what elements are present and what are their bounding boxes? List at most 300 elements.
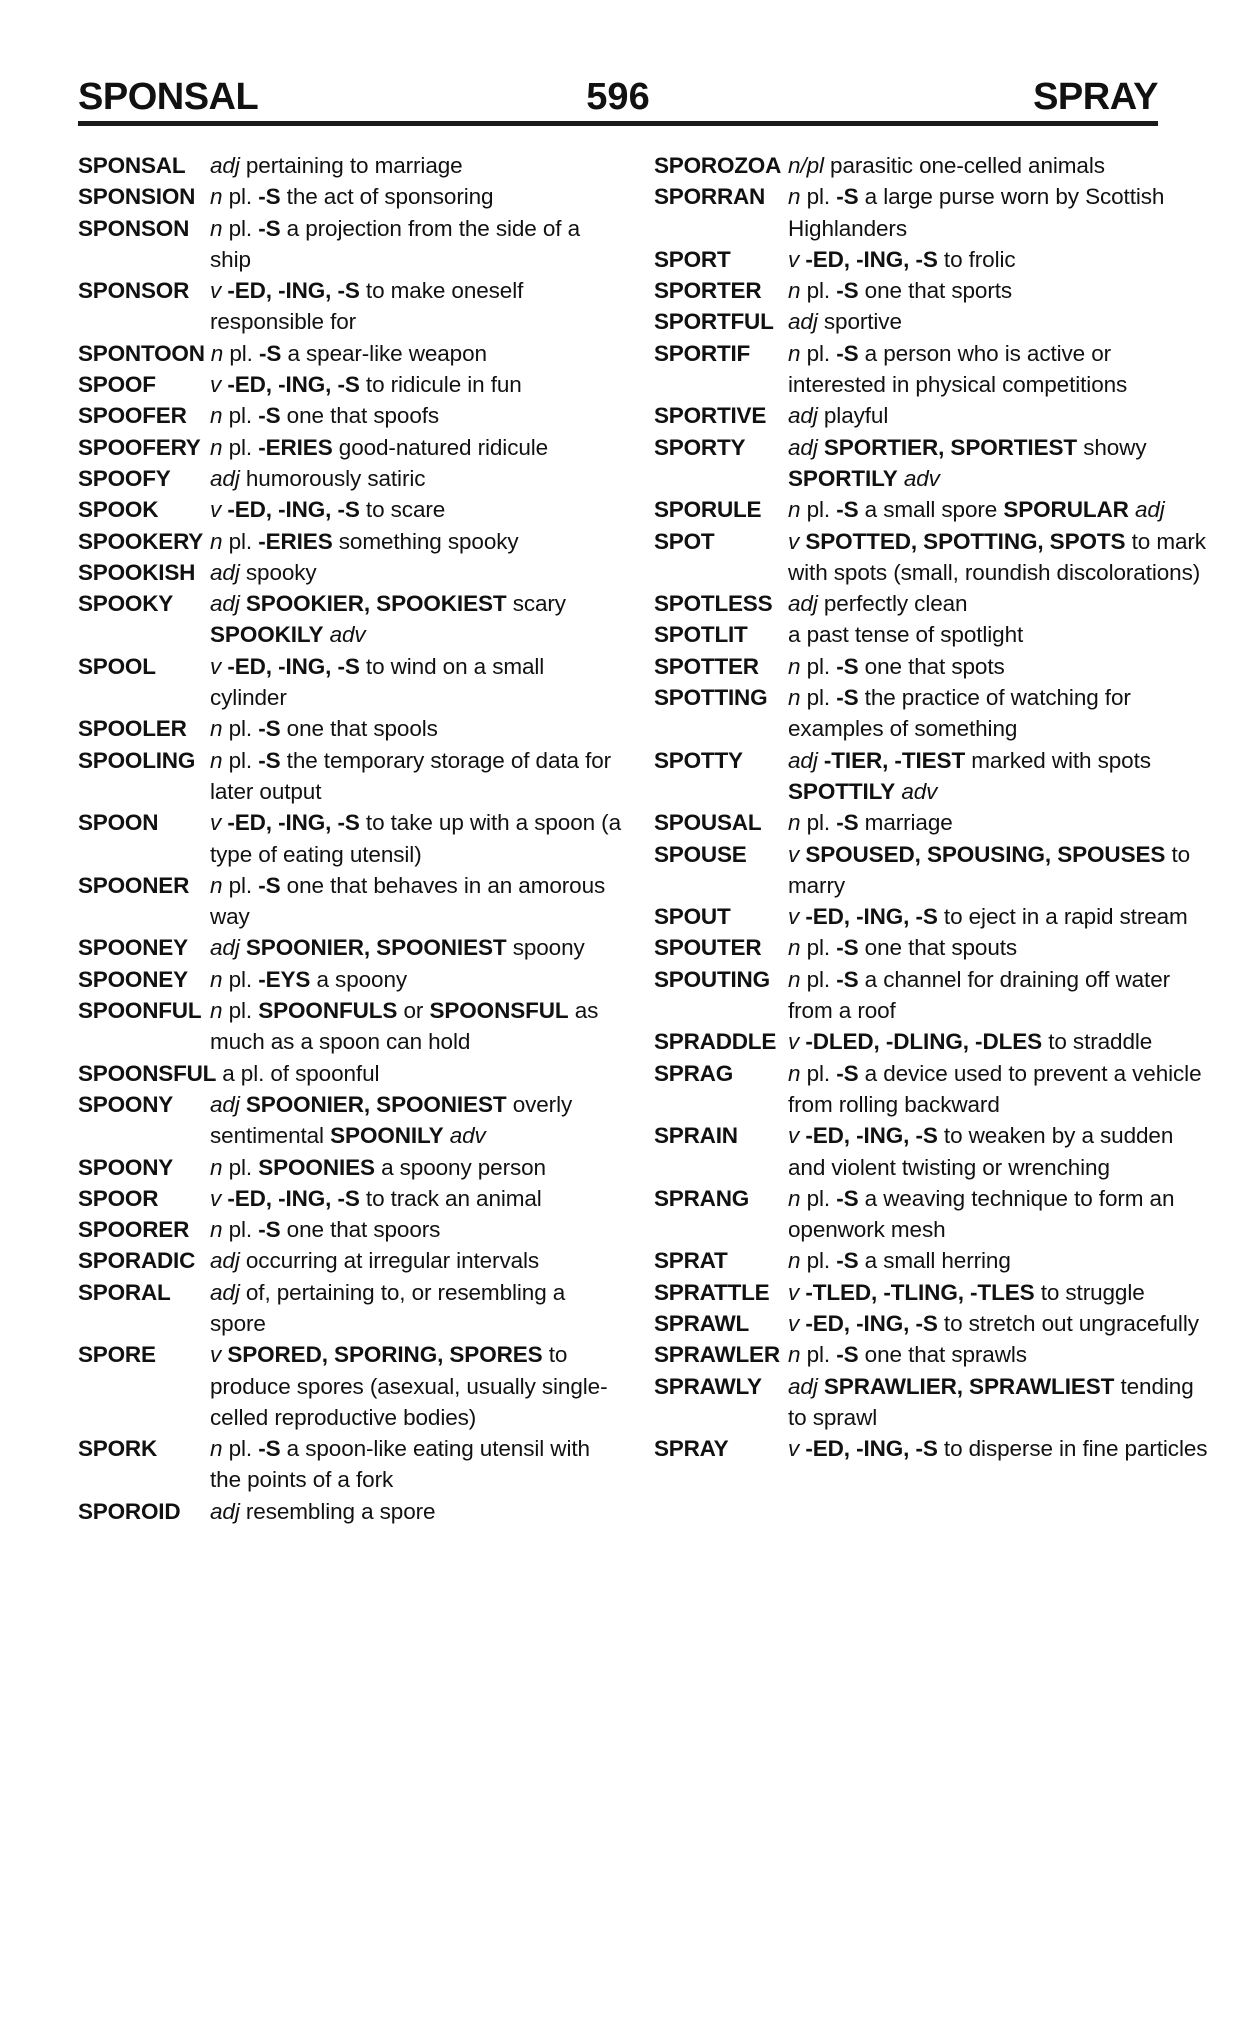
part-of-speech: n	[210, 528, 223, 554]
dictionary-entry	[78, 369, 626, 400]
inflections: -S	[836, 810, 859, 836]
entry-headword: SPOOLING	[78, 747, 196, 773]
inflections: SPORED, SPORING, SPORES	[227, 1342, 543, 1368]
inflections: SPOONIER, SPOONIEST	[245, 935, 507, 961]
part-of-speech: adj	[210, 935, 240, 961]
inflections: -ED, -ING, -S	[805, 1123, 938, 1149]
entry-definition: n pl. -S one that spots	[788, 653, 1005, 679]
dictionary-entry	[78, 338, 626, 369]
entry-definition: adj sportive	[788, 309, 902, 335]
entry-headword: SPOONFUL	[78, 998, 202, 1024]
entry-headword: SPRAG	[654, 1060, 734, 1086]
entry-headword: SPONTOON	[78, 340, 205, 366]
entry-headword: SPOROZOA	[654, 153, 782, 178]
dictionary-entry	[78, 1058, 626, 1089]
entry-definition: v SPOUSED, SPOUSING, SPOUSES to marry	[788, 841, 1191, 898]
part-of-speech: n	[788, 278, 801, 304]
entry-headword: SPOOLER	[78, 716, 187, 742]
entry-definition: n/pl parasitic one-celled animals	[788, 153, 1105, 178]
entry-definition: n pl. -S a spoon-like eating utensil with the points of a fork	[210, 1436, 590, 1493]
entry-definition: n pl. -S a spear-like weapon	[210, 340, 487, 366]
part-of-speech: n	[210, 747, 223, 773]
dictionary-entry	[654, 1433, 1210, 1464]
inflections: -S	[836, 184, 859, 210]
inflections: -S	[836, 935, 859, 961]
dictionary-entry	[78, 1183, 626, 1214]
dictionary-entry	[654, 932, 1210, 963]
inflections: -S	[258, 403, 281, 429]
entry-definition: v -ED, -ING, -S to disperse in fine particles	[788, 1436, 1208, 1462]
inflections: -S	[836, 278, 859, 304]
run-on-word: SPOOKILY	[210, 622, 324, 648]
dictionary-entry	[78, 964, 626, 995]
entry-headword: SPOTTER	[654, 653, 759, 679]
entry-headword: SPOOKISH	[78, 559, 196, 585]
dictionary-entry	[78, 432, 626, 463]
dictionary-entry	[654, 619, 1210, 650]
inflections: SPOONIES	[258, 1154, 375, 1180]
entry-definition: n pl. -S a small herring	[788, 1248, 1011, 1274]
entry-headword: SPONSOR	[78, 278, 190, 304]
inflections: -S	[258, 1436, 281, 1462]
inflections: -S	[836, 966, 859, 992]
inflections: -ERIES	[258, 528, 333, 554]
dictionary-entry	[78, 588, 626, 651]
entry-definition: adj spooky	[210, 559, 317, 585]
dictionary-entry	[654, 588, 1210, 619]
run-on-word: SPOONILY	[330, 1123, 444, 1149]
entry-headword: SPOUT	[654, 904, 731, 930]
dictionary-entry	[654, 807, 1210, 838]
dictionary-entry	[654, 1183, 1210, 1246]
entry-definition: n pl. -S a weaving technique to form an openwork mesh	[788, 1185, 1175, 1243]
part-of-speech: n	[788, 497, 801, 523]
inflections: SPOUSED, SPOUSING, SPOUSES	[805, 841, 1166, 867]
part-of-speech: n	[210, 872, 223, 898]
dictionary-entry	[654, 306, 1210, 337]
part-of-speech: v	[210, 497, 222, 523]
inflections: -ED, -ING, -S	[805, 904, 938, 930]
dictionary-entry	[78, 275, 626, 338]
inflections: SPOTTED, SPOTTING, SPOTS	[805, 528, 1126, 554]
run-on-word: SPORTILY	[788, 465, 898, 491]
part-of-speech: adj	[210, 465, 240, 491]
inflections: SPOONFULS	[258, 998, 398, 1024]
part-of-speech: n	[210, 1154, 223, 1180]
entry-columns	[56, 150, 1208, 1527]
part-of-speech: v	[788, 1029, 800, 1055]
entry-headword: SPRATTLE	[654, 1279, 770, 1305]
entry-headword: SPORTFUL	[654, 309, 774, 335]
entry-definition: n pl. -S one that sprawls	[788, 1342, 1027, 1368]
dictionary-entry	[78, 1152, 626, 1183]
dictionary-entry	[654, 526, 1210, 589]
run-on-word: SPOTTILY	[788, 778, 896, 804]
inflections: -ED, -ING, -S	[227, 1185, 360, 1211]
part-of-speech: n	[210, 403, 223, 429]
entry-definition: a past tense of spotlight	[788, 622, 1024, 648]
entry-definition: n pl. -S one that spoors	[210, 1217, 441, 1243]
entry-headword: SPORADIC	[78, 1248, 196, 1274]
dictionary-entry	[78, 150, 626, 181]
inflections: -ED, -ING, -S	[227, 278, 360, 304]
part-of-speech: n	[788, 340, 801, 366]
dictionary-entry	[654, 839, 1210, 902]
entry-headword: SPOUTING	[654, 966, 770, 992]
entry-headword: SPORT	[654, 246, 731, 272]
entry-definition: adj SPOONIER, SPOONIEST spoony	[210, 935, 585, 961]
part-of-speech: v	[210, 278, 222, 304]
entry-definition: n pl. -ERIES good-natured ridicule	[210, 434, 549, 460]
entry-headword: SPOOL	[78, 653, 156, 679]
part-of-speech: n	[788, 1060, 801, 1086]
entry-headword: SPONSON	[78, 215, 190, 241]
entry-definition: n pl. -S one that spools	[210, 716, 438, 742]
part-of-speech: adj	[210, 1248, 240, 1274]
inflections: SPORTIER, SPORTIEST	[823, 434, 1078, 460]
entry-definition: n pl. -EYS a spoony	[210, 966, 408, 992]
entry-definition: adj of, pertaining to, or resembling a spore	[210, 1279, 566, 1336]
part-of-speech: adj	[788, 403, 818, 429]
part-of-speech: adj	[788, 747, 818, 773]
entry-headword: SPOONER	[78, 872, 190, 898]
dictionary-entry	[78, 1277, 626, 1340]
dictionary-entry	[654, 432, 1210, 495]
dictionary-entry	[78, 713, 626, 744]
part-of-speech: adj	[788, 434, 818, 460]
inflections: -ED, -ING, -S	[227, 810, 360, 836]
inflections: -S	[836, 340, 859, 366]
dictionary-entry	[78, 807, 626, 870]
entry-definition: adj playful	[788, 403, 889, 429]
entry-definition: adj occurring at irregular intervals	[210, 1248, 540, 1274]
entry-definition: adj SPRAWLIER, SPRAWLIEST tending to sprawl	[788, 1373, 1194, 1430]
dictionary-entry	[654, 1120, 1210, 1183]
entry-definition: n pl. -S a device used to prevent a vehicle from rolling backward	[788, 1060, 1202, 1117]
part-of-speech: n	[210, 215, 223, 241]
entry-headword: SPRAWL	[654, 1310, 750, 1336]
entry-definition: v -ED, -ING, -S to weaken by a sudden and violent twisting or wrenching	[788, 1123, 1174, 1180]
inflections: -S	[836, 653, 859, 679]
inflections: SPRAWLIER, SPRAWLIEST	[823, 1373, 1115, 1399]
part-of-speech: v	[788, 528, 800, 554]
entry-headword: SPOONY	[78, 1091, 174, 1117]
inflections: -ED, -ING, -S	[805, 1436, 938, 1462]
inflections: SPOONIER, SPOONIEST	[245, 1091, 507, 1117]
inflections: SPOONSFUL	[429, 998, 569, 1024]
inflections: -ED, -ING, -S	[227, 653, 360, 679]
entry-headword: SPOTTY	[654, 747, 743, 773]
entry-headword: SPONSAL	[78, 153, 186, 178]
part-of-speech: adj	[788, 591, 818, 617]
dictionary-entry	[654, 181, 1210, 244]
inflections: SPOOKIER, SPOOKIEST	[245, 591, 507, 617]
inflections: -ED, -ING, -S	[227, 372, 360, 398]
run-on-part-of-speech: adv	[329, 622, 366, 648]
entry-definition: n pl. -S one that spoofs	[210, 403, 440, 429]
inflections: -S	[836, 685, 859, 711]
part-of-speech: adj	[210, 1498, 240, 1524]
entry-definition: n pl. -S the act of sponsoring	[210, 184, 494, 210]
run-on-word: SPORULAR	[1003, 497, 1129, 523]
entry-headword: SPOONEY	[78, 935, 188, 961]
entry-definition: a pl. of spoonful	[222, 1060, 380, 1086]
dictionary-entry	[654, 244, 1210, 275]
entry-headword: SPORULE	[654, 497, 762, 523]
part-of-speech: v	[788, 1279, 800, 1305]
part-of-speech: v	[210, 1342, 222, 1368]
dictionary-entry	[654, 745, 1210, 808]
inflections: -TIER, -TIEST	[823, 747, 966, 773]
entry-definition: v -TLED, -TLING, -TLES to struggle	[788, 1279, 1145, 1305]
entry-definition: n pl. -S a small spore SPORULAR adj	[788, 497, 1165, 523]
entry-definition: n pl. -S marriage	[788, 810, 953, 836]
entry-headword: SPOTLESS	[654, 591, 773, 617]
dictionary-entry	[654, 338, 1210, 401]
entry-headword: SPORK	[78, 1436, 158, 1462]
inflections: -ERIES	[258, 434, 333, 460]
dictionary-entry	[78, 463, 626, 494]
dictionary-entry	[654, 1308, 1210, 1339]
entry-definition: adj SPORTIER, SPORTIEST showy SPORTILY adv	[788, 434, 1147, 491]
entry-definition: n pl. SPOONIES a spoony person	[210, 1154, 546, 1180]
dictionary-entry	[654, 1277, 1210, 1308]
entry-definition: n pl. -S a channel for draining off water from a roof	[788, 966, 1171, 1024]
entry-definition: n pl. -S the practice of watching for examples of something	[788, 685, 1131, 742]
entry-headword: SPORRAN	[654, 184, 766, 210]
dictionary-entry	[78, 1214, 626, 1245]
entry-definition: v -DLED, -DLING, -DLES to straddle	[788, 1029, 1153, 1055]
inflections: -S	[836, 497, 859, 523]
entry-headword: SPOOFERY	[78, 434, 201, 460]
entry-headword: SPRAWLY	[654, 1373, 762, 1399]
part-of-speech: adj	[788, 1373, 818, 1399]
entry-definition: v -ED, -ING, -S to scare	[210, 497, 446, 523]
entry-definition: v SPORED, SPORING, SPORES to produce spores (asexual, usually single-celled reproductive bodies)	[210, 1342, 608, 1430]
entry-headword: SPOUSE	[654, 841, 747, 867]
part-of-speech: adj	[210, 153, 240, 178]
part-of-speech: n	[210, 340, 224, 366]
dictionary-entry	[78, 1339, 626, 1433]
inflections: -S	[258, 1217, 281, 1243]
entry-definition: v -ED, -ING, -S to eject in a rapid stream	[788, 904, 1188, 930]
entry-headword: SPOORER	[78, 1217, 190, 1243]
dictionary-entry	[654, 275, 1210, 306]
inflections: -S	[258, 215, 281, 241]
entry-definition: n pl. SPOONFULS or SPOONSFUL as much as a spoon can hold	[210, 998, 599, 1055]
entry-definition: v -ED, -ING, -S to track an animal	[210, 1185, 542, 1211]
run-on-part-of-speech: adj	[1134, 497, 1165, 523]
entry-headword: SPOONEY	[78, 966, 188, 992]
part-of-speech: n	[788, 685, 801, 711]
dictionary-entry	[78, 1496, 626, 1527]
entry-headword: SPRAWLER	[654, 1342, 780, 1368]
dictionary-entry	[78, 526, 626, 557]
part-of-speech: adj	[210, 591, 240, 617]
inflections: -EYS	[258, 966, 311, 992]
entry-headword: SPONSION	[78, 184, 196, 210]
header-divider	[78, 121, 1158, 126]
entry-headword: SPOON	[78, 810, 159, 836]
part-of-speech: n	[210, 998, 223, 1024]
run-on-part-of-speech: adv	[901, 778, 938, 804]
dictionary-entry	[78, 1433, 626, 1496]
dictionary-entry	[78, 932, 626, 963]
inflections: -S	[258, 716, 281, 742]
entry-definition: n pl. -S the temporary storage of data for later output	[210, 747, 612, 804]
part-of-speech: n	[210, 716, 223, 742]
part-of-speech: v	[210, 810, 222, 836]
dictionary-entry	[78, 1245, 626, 1276]
part-of-speech: n	[788, 810, 801, 836]
entry-headword: SPOROID	[78, 1498, 181, 1524]
part-of-speech: n	[788, 935, 801, 961]
dictionary-entry	[654, 150, 1210, 181]
entry-definition: v -ED, -ING, -S to frolic	[788, 246, 1016, 272]
entry-definition: n pl. -S a projection from the side of a ship	[210, 215, 580, 272]
dictionary-entry	[654, 1026, 1210, 1057]
entry-definition: n pl. -S one that sports	[788, 278, 1013, 304]
inflections: -S	[836, 1185, 859, 1211]
running-head-right-word: SPRAY	[1033, 76, 1158, 118]
run-on-part-of-speech: adv	[449, 1123, 486, 1149]
part-of-speech: n	[788, 1342, 801, 1368]
dictionary-entry	[78, 745, 626, 808]
dictionary-entry	[78, 870, 626, 933]
part-of-speech: adj	[788, 309, 818, 335]
entry-headword: SPOONSFUL	[78, 1060, 217, 1086]
dictionary-entry	[654, 682, 1210, 745]
part-of-speech: n	[210, 1217, 223, 1243]
part-of-speech: n	[788, 653, 801, 679]
dictionary-entry	[78, 557, 626, 588]
part-of-speech: v	[210, 1185, 222, 1211]
part-of-speech: n	[788, 1185, 801, 1211]
dictionary-entry	[78, 400, 626, 431]
dictionary-entry	[78, 1089, 626, 1152]
entry-headword: SPORTIVE	[654, 403, 767, 429]
entry-definition: v -ED, -ING, -S to take up with a spoon (a type of eating utensil)	[210, 810, 621, 867]
dictionary-entry	[78, 494, 626, 525]
entry-headword: SPRAT	[654, 1248, 728, 1274]
inflections: -S	[258, 340, 282, 366]
entry-definition: v -ED, -ING, -S to make oneself responsible for	[210, 278, 524, 335]
inflections: -S	[258, 747, 281, 773]
entry-definition: n pl. -S a person who is active or interested in physical competitions	[788, 340, 1128, 398]
entry-headword: SPOOKERY	[78, 528, 204, 554]
entry-definition: n pl. -S one that behaves in an amorous way	[210, 872, 606, 930]
dictionary-entry	[78, 995, 626, 1058]
entry-headword: SPORAL	[78, 1279, 171, 1305]
entry-headword: SPOOFY	[78, 465, 171, 491]
dictionary-entry	[654, 1245, 1210, 1276]
page-number: 596	[586, 76, 650, 118]
part-of-speech: n	[210, 966, 223, 992]
inflections: -S	[836, 1060, 859, 1086]
entry-headword: SPRADDLE	[654, 1029, 777, 1055]
part-of-speech: v	[210, 653, 222, 679]
part-of-speech: v	[788, 1123, 800, 1149]
part-of-speech: n	[210, 434, 223, 460]
inflections: -ED, -ING, -S	[805, 1310, 938, 1336]
dictionary-entry	[78, 651, 626, 714]
inflections: -S	[836, 1248, 859, 1274]
entry-definition: n pl. -S a large purse worn by Scottish Highlanders	[788, 184, 1165, 241]
part-of-speech: n	[210, 1436, 223, 1462]
entry-headword: SPOT	[654, 528, 715, 554]
entry-definition: adj perfectly clean	[788, 591, 968, 617]
part-of-speech: n	[788, 966, 801, 992]
entry-headword: SPOOFER	[78, 403, 187, 429]
entry-definition: v SPOTTED, SPOTTING, SPOTS to mark with spots (small, roundish discolorations)	[788, 528, 1206, 585]
entry-definition: n pl. -S one that spouts	[788, 935, 1018, 961]
dictionary-entry	[654, 964, 1210, 1027]
entry-headword: SPORTY	[654, 434, 746, 460]
dictionary-entry	[654, 1058, 1210, 1121]
entry-headword: SPOOK	[78, 497, 159, 523]
entry-definition: adj pertaining to marriage	[210, 153, 463, 178]
inflections: -ED, -ING, -S	[227, 497, 360, 523]
entry-headword: SPRANG	[654, 1185, 750, 1211]
entry-headword: SPRAY	[654, 1436, 729, 1462]
dictionary-entry	[78, 181, 626, 212]
entry-definition: n pl. -ERIES something spooky	[210, 528, 519, 554]
running-head-left-word: SPONSAL	[78, 76, 259, 118]
dictionary-entry	[654, 901, 1210, 932]
entry-definition: adj humorously satiric	[210, 465, 426, 491]
entry-headword: SPOONY	[78, 1154, 174, 1180]
part-of-speech: v	[788, 246, 800, 272]
part-of-speech: v	[210, 372, 222, 398]
dictionary-entry	[654, 400, 1210, 431]
inflections: -S	[836, 1342, 859, 1368]
part-of-speech: n	[788, 1248, 801, 1274]
entry-definition: v -ED, -ING, -S to wind on a small cylinder	[210, 653, 545, 711]
inflections: -S	[258, 184, 281, 210]
entry-definition: adj resembling a spore	[210, 1498, 436, 1524]
dictionary-entry	[654, 1371, 1210, 1434]
run-on-part-of-speech: adv	[903, 465, 940, 491]
part-of-speech: v	[788, 841, 800, 867]
part-of-speech: n/pl	[788, 153, 824, 178]
inflections: -ED, -ING, -S	[805, 246, 938, 272]
part-of-speech: n	[210, 184, 223, 210]
entry-headword: SPOUTER	[654, 935, 762, 961]
entry-headword: SPORTIF	[654, 340, 751, 366]
entry-headword: SPOUSAL	[654, 810, 762, 836]
entry-headword: SPOOKY	[78, 591, 174, 617]
entry-definition: v -ED, -ING, -S to ridicule in fun	[210, 372, 522, 398]
dictionary-entry	[654, 1339, 1210, 1370]
entry-headword: SPOTLIT	[654, 622, 748, 648]
entry-headword: SPORE	[78, 1342, 156, 1368]
part-of-speech: n	[788, 184, 801, 210]
entry-headword: SPOOF	[78, 372, 156, 398]
inflections: -TLED, -TLING, -TLES	[805, 1279, 1035, 1305]
entry-headword: SPRAIN	[654, 1123, 738, 1149]
entry-definition: v -ED, -ING, -S to stretch out ungracefully	[788, 1310, 1199, 1336]
part-of-speech: adj	[210, 1091, 240, 1117]
entry-definition: adj -TIER, -TIEST marked with spots SPOTTILY adv	[788, 747, 1151, 804]
entry-headword: SPOOR	[78, 1185, 159, 1211]
part-of-speech: v	[788, 1436, 800, 1462]
entry-definition: adj SPOOKIER, SPOOKIEST scary SPOOKILY adv	[210, 591, 566, 648]
column-right	[654, 150, 1210, 1527]
dictionary-entry	[78, 213, 626, 276]
part-of-speech: v	[788, 1310, 800, 1336]
dictionary-entry	[654, 651, 1210, 682]
entry-definition: adj SPOONIER, SPOONIEST overly sentimental SPOONILY adv	[210, 1091, 573, 1149]
